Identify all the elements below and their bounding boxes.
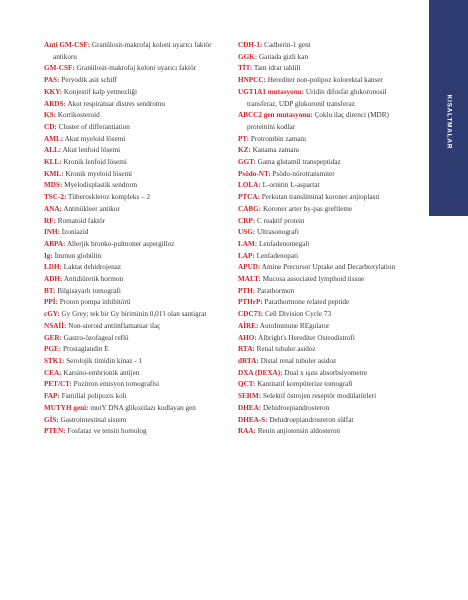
abbreviation-term: GGT: bbox=[238, 158, 256, 167]
abbreviation-definition: Çoklu ilaç direnci (MDR) proteinini kodlar bbox=[247, 111, 389, 131]
abbreviation-definition: Antidiüretik hormon bbox=[63, 275, 124, 284]
abbreviation-definition: C reaktif protein bbox=[256, 216, 305, 225]
abbreviation-definition: Myelodisplastik sendrom bbox=[64, 181, 138, 190]
abbreviation-definition: Fosfataz ve tensin homolog bbox=[67, 427, 147, 436]
abbreviation-definition: Ultrasonografi bbox=[256, 228, 299, 237]
abbreviation-term: ANA: bbox=[44, 204, 62, 213]
abbreviation-term: cGY: bbox=[44, 310, 60, 319]
abbreviation-definition: Dehidroepiandrosteron sülfat bbox=[269, 415, 354, 424]
abbreviation-definition: Konjestif kalp yetmezliği bbox=[63, 87, 137, 96]
abbreviation-definition: Distal renal tubuler asidoz bbox=[260, 356, 337, 365]
abbreviation-entry bbox=[238, 87, 416, 110]
abbreviation-definition: Kantitatif kompüterize tomografi bbox=[257, 380, 353, 389]
abbreviation-entry bbox=[44, 379, 228, 391]
abbreviation-definition: Kronik myeloid lösemi bbox=[65, 169, 133, 178]
abbreviation-term: dRTA: bbox=[238, 356, 259, 365]
abbreviation-term: LAM: bbox=[238, 239, 258, 248]
abbreviation-entry bbox=[44, 63, 228, 75]
abbreviation-entry bbox=[238, 251, 416, 263]
abbreviation-entry bbox=[44, 415, 228, 427]
abbreviation-entry bbox=[44, 180, 228, 192]
abbreviation-definition: Bilgisayarlı tomografi bbox=[57, 286, 121, 295]
abbreviation-definition: Kanama zamanı bbox=[252, 146, 300, 155]
abbreviation-entry bbox=[44, 321, 228, 333]
abbreviation-term: RTA: bbox=[238, 345, 255, 354]
abbreviation-definition: Lenfadenomegali bbox=[258, 239, 310, 248]
abbreviation-term: DHEA-S: bbox=[238, 415, 268, 424]
abbreviation-definition: Proton pompa inhibitörü bbox=[59, 298, 131, 307]
abbreviation-term: RAA: bbox=[238, 427, 256, 436]
abbreviation-term: CDH-1: bbox=[238, 41, 263, 49]
abbreviation-definition: Pozitron emisyon tomografisi bbox=[73, 380, 160, 389]
abbreviation-definition: Gastro-özofageal reflü bbox=[63, 333, 129, 342]
abbreviation-definition: Kortikosteroid bbox=[57, 111, 100, 120]
abbreviation-entry bbox=[238, 368, 416, 380]
abbreviation-entry bbox=[238, 216, 416, 228]
abbreviation-definition: Antinükleer antikor bbox=[63, 204, 120, 213]
abbreviation-definition: Granülosit-makrofaj koloni uyarıcı faktör bbox=[76, 64, 197, 73]
abbreviation-term: ABPA: bbox=[44, 239, 66, 248]
abbreviation-term: CEA: bbox=[44, 368, 62, 377]
abbreviation-term: Ig: bbox=[44, 251, 53, 260]
abbreviation-entry bbox=[44, 192, 228, 204]
abbreviation-term: CRP: bbox=[238, 216, 256, 225]
abbreviation-term: LDH: bbox=[44, 263, 62, 272]
abbreviation-definition: Non-steroid antiinflamatuar ilaç bbox=[68, 321, 161, 330]
abbreviation-entry bbox=[238, 415, 416, 427]
abbreviation-entry bbox=[238, 40, 416, 52]
abbreviation-entry bbox=[44, 356, 228, 368]
abbreviation-entry bbox=[238, 157, 416, 169]
abbreviation-term: CABG: bbox=[238, 204, 262, 213]
section-tab-label: KISALTMALAR bbox=[445, 94, 452, 150]
abbreviation-term: ABCC2 gen mutasyonu: bbox=[238, 111, 313, 120]
abbreviation-definition: Dual x ışını absorbsiyometre bbox=[284, 368, 368, 377]
abbreviation-term: NSAİİ: bbox=[44, 321, 67, 330]
abbreviation-term: GM-CSF: bbox=[44, 64, 75, 73]
abbreviation-entry bbox=[238, 204, 416, 216]
abbreviation-entry bbox=[238, 286, 416, 298]
abbreviation-entry bbox=[44, 309, 228, 321]
abbreviation-definition: Cadherin-1 geni bbox=[264, 41, 311, 49]
abbreviation-entry bbox=[44, 216, 228, 228]
abbreviation-term: MALT: bbox=[238, 275, 261, 284]
abbreviation-entry bbox=[238, 379, 416, 391]
abbreviation-definition: Renal tubuler asidoz bbox=[256, 345, 316, 354]
abbreviation-entry bbox=[238, 63, 416, 75]
abbreviation-entry bbox=[44, 40, 228, 63]
abbreviation-entry bbox=[44, 297, 228, 309]
abbreviation-entry bbox=[44, 286, 228, 298]
abbreviation-entry bbox=[238, 274, 416, 286]
abbreviation-definition: Psödo-nörotransmiter bbox=[272, 169, 335, 178]
abbreviation-definition: Tam idrar tahlili bbox=[253, 64, 301, 73]
abbreviation-entry bbox=[238, 52, 416, 64]
abbreviation-definition: Akut lenfoid lösemi bbox=[62, 146, 121, 155]
abbreviation-definition: Mucosa associated lymphoid tissue bbox=[262, 275, 365, 284]
abbreviation-entry bbox=[44, 110, 228, 122]
abbreviation-entry bbox=[238, 239, 416, 251]
abbreviation-entry bbox=[44, 157, 228, 169]
abbreviation-term: QCT: bbox=[238, 380, 256, 389]
abbreviation-definition: İzoniazid bbox=[61, 228, 89, 237]
abbreviation-entry bbox=[44, 333, 228, 345]
abbreviation-definition: Amine Precursor Uptake and Decarboxylation bbox=[261, 263, 396, 272]
abbreviation-definition: Serolojik timidin kinaz - 1 bbox=[66, 356, 143, 365]
abbreviation-term: KKY: bbox=[44, 87, 63, 96]
abbreviation-term: PAS: bbox=[44, 76, 60, 85]
abbreviation-definition: Perkutan transliminal koroner anjioplasti bbox=[261, 193, 380, 202]
abbreviation-entry bbox=[44, 391, 228, 403]
abbreviation-term: SERM: bbox=[238, 392, 262, 401]
abbreviation-term: CD: bbox=[44, 122, 57, 131]
abbreviation-list-right bbox=[238, 40, 416, 438]
abbreviation-definition: Cluster of differantiation bbox=[58, 122, 130, 131]
abbreviation-entry bbox=[238, 169, 416, 181]
abbreviation-definition: mutY DNA glikozilazı kodlayan gen bbox=[90, 403, 196, 412]
abbreviation-term: HNPCC: bbox=[238, 76, 266, 85]
abbreviation-term: DHEA: bbox=[238, 403, 262, 412]
abbreviation-entry bbox=[238, 321, 416, 333]
abbreviation-entry bbox=[238, 391, 416, 403]
abbreviation-entry bbox=[238, 227, 416, 239]
abbreviation-term: AML: bbox=[44, 134, 64, 143]
abbreviation-term: PTEN: bbox=[44, 427, 66, 436]
abbreviation-definition: AutoImmune REgulator bbox=[259, 321, 330, 330]
abbreviation-term: PT: bbox=[238, 134, 250, 143]
abbreviation-definition: Karsino-embrionik antijen bbox=[63, 368, 140, 377]
abbreviation-term: PET/CT: bbox=[44, 380, 72, 389]
abbreviation-entry bbox=[44, 239, 228, 251]
abbreviation-term: PTCA: bbox=[238, 193, 260, 202]
abbreviation-term: KS: bbox=[44, 111, 56, 120]
abbreviation-entry bbox=[44, 403, 228, 415]
abbreviation-term: Anti GM-CSF: bbox=[44, 41, 91, 49]
abbreviation-list-left bbox=[44, 40, 228, 438]
abbreviation-term: STK1: bbox=[44, 356, 65, 365]
abbreviation-entry bbox=[44, 134, 228, 146]
abbreviation-definition: Peryodik asit schiff bbox=[61, 76, 117, 85]
abbreviation-definition: Parathormone related peptide bbox=[264, 298, 350, 307]
abbreviation-entry bbox=[44, 145, 228, 157]
abbreviation-entry bbox=[44, 227, 228, 239]
abbreviation-term: KML: bbox=[44, 169, 64, 178]
abbreviation-definition: Uridin difosfat glukoronosil transferaz, UDP glukuronil transferaz bbox=[247, 87, 387, 108]
abbreviation-definition: Albright's Herediter Osteodistrofi bbox=[258, 333, 355, 342]
abbreviation-term: KZ: bbox=[238, 146, 251, 155]
abbreviation-entry bbox=[238, 426, 416, 438]
abbreviation-definition: Laktat dehidrojenaz bbox=[63, 263, 122, 272]
abbreviation-term: MUTYH geni: bbox=[44, 403, 89, 412]
abbreviation-term: USG: bbox=[238, 228, 256, 237]
abbreviation-definition: Gama glutamil transpeptidaz bbox=[257, 158, 341, 167]
abbreviation-entry bbox=[44, 426, 228, 438]
abbreviation-entry bbox=[44, 368, 228, 380]
abbreviation-entry bbox=[44, 122, 228, 134]
abbreviation-definition: Akut myeloid lösemi bbox=[64, 134, 126, 143]
abbreviation-entry bbox=[44, 274, 228, 286]
abbreviation-definition: Familial polipozis koli bbox=[61, 392, 127, 401]
abbreviation-entry bbox=[238, 344, 416, 356]
abbreviation-definition: Renin anjiotensin aldosteron bbox=[257, 427, 341, 436]
abbreviation-entry bbox=[238, 134, 416, 146]
section-tab bbox=[429, 0, 468, 216]
abbreviation-entry bbox=[238, 192, 416, 204]
abbreviation-definition: L-ornitin L-aspartat bbox=[262, 181, 320, 190]
abbreviation-term: FAP: bbox=[44, 392, 60, 401]
abbreviation-definition: Koroner arter by-pas greftleme bbox=[262, 204, 353, 213]
abbreviation-definition: Herediter non-polipoz kolorektal kanser bbox=[267, 76, 383, 85]
abbreviation-entry bbox=[44, 204, 228, 216]
abbreviation-term: AHO: bbox=[238, 333, 257, 342]
abbreviation-definition: Granülosit-makrofaj koloni uyarıcı faktör antikoru bbox=[53, 41, 212, 61]
abbreviation-entry bbox=[238, 333, 416, 345]
abbreviation-term: LAP: bbox=[238, 251, 255, 260]
abbreviation-definition: Tüberoskleroz kompleks – 2 bbox=[68, 193, 151, 202]
abbreviation-term: BT: bbox=[44, 286, 56, 295]
abbreviation-entry bbox=[44, 87, 228, 99]
abbreviation-definition: Prostaglandin E bbox=[62, 345, 109, 354]
abbreviation-term: PGE: bbox=[44, 345, 62, 354]
abbreviation-term: GER: bbox=[44, 333, 62, 342]
abbreviation-entry bbox=[44, 344, 228, 356]
abbreviation-term: GGK: bbox=[238, 52, 258, 61]
abbreviation-term: ADH: bbox=[44, 275, 63, 284]
abbreviation-term: LOLA: bbox=[238, 181, 261, 190]
abbreviation-entry bbox=[44, 262, 228, 274]
abbreviation-term: ALL: bbox=[44, 146, 62, 155]
abbreviation-entry bbox=[238, 180, 416, 192]
abbreviation-definition: Lenfadenopati bbox=[256, 251, 299, 260]
abbreviation-definition: Cell Division Cycle 73 bbox=[264, 310, 332, 319]
abbreviation-term: DXA (DEXA): bbox=[238, 368, 283, 377]
abbreviation-term: Psödo-NT: bbox=[238, 169, 271, 178]
abbreviation-definition: Allerjik bronko-pulmoner aspergilloz bbox=[66, 239, 175, 248]
abbreviation-term: PTHrP: bbox=[238, 298, 263, 307]
abbreviation-term: TİT: bbox=[238, 64, 253, 73]
abbreviation-term: INH: bbox=[44, 228, 60, 237]
abbreviation-definition: Parathormon bbox=[256, 286, 295, 295]
abbreviation-term: PPİ: bbox=[44, 298, 58, 307]
abbreviation-entry bbox=[238, 262, 416, 274]
abbreviation-definition: Kronik lenfoid lösemi bbox=[63, 158, 127, 167]
abbreviation-entry bbox=[238, 356, 416, 368]
abbreviation-entry bbox=[238, 309, 416, 321]
abbreviation-term: ARDS: bbox=[44, 99, 66, 108]
abbreviation-definition: Akut respiratuar distres sendromu bbox=[67, 99, 165, 108]
abbreviation-term: APUD: bbox=[238, 263, 261, 272]
abbreviation-definition: Gy Grey; tek bir Gy biriminin 0,01'i olan santigrat bbox=[61, 310, 207, 319]
abbreviation-definition: Dehidroepiandrosteron bbox=[262, 403, 330, 412]
abbreviation-definition: Selektif östrojen reseptör modülatörleri bbox=[262, 392, 377, 401]
abbreviation-term: UGT1A1 mutasyonu: bbox=[238, 87, 305, 96]
abbreviation-term: MDS: bbox=[44, 181, 63, 190]
abbreviation-definition: İmmun globülin bbox=[54, 251, 102, 260]
abbreviation-entry bbox=[238, 145, 416, 157]
abbreviation-definition: Gaitada gizli kan bbox=[258, 52, 309, 61]
abbreviation-entry bbox=[44, 75, 228, 87]
abbreviation-term: RF: bbox=[44, 216, 56, 225]
abbreviation-definition: Protrombin zamanı bbox=[250, 134, 307, 143]
abbreviation-entry bbox=[238, 297, 416, 309]
abbreviation-entry bbox=[238, 110, 416, 133]
abbreviation-term: TSC-2: bbox=[44, 193, 67, 202]
abbreviation-term: AİRE: bbox=[238, 321, 259, 330]
abbreviation-entry bbox=[238, 75, 416, 87]
abbreviation-entry bbox=[44, 169, 228, 181]
abbreviation-term: PTH: bbox=[238, 286, 256, 295]
abbreviation-entry bbox=[44, 99, 228, 111]
abbreviation-entry bbox=[238, 403, 416, 415]
abbreviation-term: KLL: bbox=[44, 158, 62, 167]
abbreviation-definition: Romatoid faktör bbox=[57, 216, 106, 225]
abbreviation-term: GİS: bbox=[44, 415, 59, 424]
abbreviation-entry bbox=[44, 251, 228, 263]
abbreviation-term: CDC73: bbox=[238, 310, 264, 319]
abbreviation-definition: Gastrointestinal sistem bbox=[60, 415, 127, 424]
